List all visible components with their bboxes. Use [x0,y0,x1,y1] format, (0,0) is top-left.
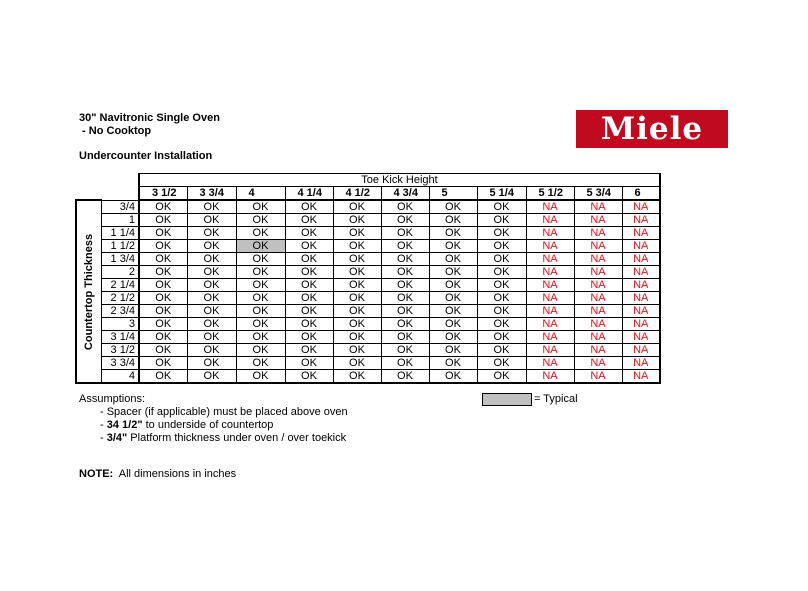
table-cell: OK [381,344,429,357]
column-group-header-row [76,174,660,187]
table-cell: OK [477,318,526,331]
table-cell: OK [236,370,285,384]
title-line-1: 30" Navitronic Single Oven [79,112,220,124]
row-label: 2 1/2 [101,292,139,305]
table-cell: OK [139,279,187,292]
toe-kick-height-header: Toe Kick Height [139,174,660,187]
table-cell: OK [236,227,285,240]
table-cell: OK [139,214,187,227]
table-cell: OK [187,305,236,318]
table-cell: OK [236,305,285,318]
countertop-thickness-label: Countertop Thickness [82,233,95,350]
row-label: 1 1/4 [101,227,139,240]
table-cell: OK [333,331,381,344]
table-cell: NA [526,305,574,318]
row-label: 1 3/4 [101,253,139,266]
table-cell: NA [526,331,574,344]
table-cell: NA [622,292,660,305]
table-cell: NA [574,370,622,384]
table-cell: OK [333,227,381,240]
table-cell: NA [526,344,574,357]
table-cell: OK [285,344,333,357]
assumption-1: - Spacer (if applicable) must be placed above oven [100,406,348,418]
table-cell: NA [574,227,622,240]
table-cell: NA [622,331,660,344]
table-cell: OK [139,227,187,240]
assumption-3-prefix: - [100,432,107,444]
table-cell: OK [187,370,236,384]
row-label: 2 1/4 [101,279,139,292]
table-cell: OK [236,357,285,370]
table-cell: NA [574,331,622,344]
column-header: 4 1/2 [333,187,381,201]
table-cell: NA [574,305,622,318]
column-header: 5 [429,187,477,201]
compatibility-table [75,173,661,384]
table-cell: OK [187,292,236,305]
corner-cell [101,174,139,187]
row-label: 3 1/2 [101,344,139,357]
table-cell: OK [236,292,285,305]
table-cell: OK [429,305,477,318]
column-header: 5 3/4 [574,187,622,201]
table-cell: OK [139,200,187,214]
row-label: 4 [101,370,139,384]
table-cell: OK [429,279,477,292]
table-cell: OK [333,253,381,266]
table-cell: NA [574,253,622,266]
table-cell: OK [285,305,333,318]
table-row [76,331,660,344]
row-label: 2 3/4 [101,305,139,318]
table-row [76,370,660,384]
table-cell: OK [477,305,526,318]
table-cell: OK [285,318,333,331]
table-cell: OK [285,240,333,253]
section-title: Undercounter Installation [79,150,213,162]
table-cell: NA [622,370,660,384]
typical-legend-label: = Typical [534,393,578,405]
assumption-3-text: Platform thickness under oven / over toekick [127,432,347,444]
table-cell: OK [381,318,429,331]
table-cell: OK [285,357,333,370]
column-header-row [76,187,660,201]
table-cell: OK [333,344,381,357]
table-cell: NA [574,357,622,370]
table-row [76,266,660,279]
table-cell: OK [236,344,285,357]
table-cell: NA [622,240,660,253]
table-cell: OK [381,292,429,305]
table-cell: OK [429,357,477,370]
table-cell: NA [574,292,622,305]
table-cell: OK [285,370,333,384]
table-cell: OK [477,292,526,305]
table-cell: OK [381,266,429,279]
note-label: NOTE: [79,468,114,480]
table-cell: OK [236,318,285,331]
corner-cell [76,174,101,187]
table-cell: OK [139,344,187,357]
table-cell: OK [139,240,187,253]
column-header: 6 [622,187,660,201]
table-cell: OK [333,279,381,292]
corner-cell [76,187,101,201]
table-cell: OK [429,344,477,357]
table-cell: OK [333,266,381,279]
table-cell: OK [381,214,429,227]
table-cell: OK [187,240,236,253]
table-cell: NA [622,200,660,214]
table-cell: OK [429,370,477,384]
row-label: 3 [101,318,139,331]
table-cell: OK [477,344,526,357]
table-cell: OK [187,227,236,240]
table-row [76,357,660,370]
table-cell: OK [333,240,381,253]
table-row [76,305,660,318]
logo-text: Miele [600,111,704,147]
title-line-2: - No Cooktop [79,125,152,137]
table-cell: OK [139,305,187,318]
table-cell: OK [429,253,477,266]
typical-legend-swatch [482,393,532,406]
table-row [76,344,660,357]
table-cell: NA [526,266,574,279]
table-cell: OK [285,253,333,266]
table-cell: OK [139,266,187,279]
table-cell: OK [381,240,429,253]
table-row [76,279,660,292]
table-cell: OK [236,331,285,344]
column-header: 5 1/2 [526,187,574,201]
assumption-2-text: to underside of countertop [142,419,274,431]
table-cell: OK [477,279,526,292]
column-header: 3 1/2 [139,187,187,201]
table-cell: OK [187,344,236,357]
table-body [76,200,660,383]
table-cell: OK [139,357,187,370]
table-cell: OK [477,357,526,370]
table-cell: OK [381,370,429,384]
table-cell: OK [139,370,187,384]
assumption-3-value: 3/4" [106,432,128,444]
assumptions-heading: Assumptions: [79,393,146,405]
table-cell: NA [622,357,660,370]
table-cell: OK [236,279,285,292]
note-text: All dimensions in inches [113,468,237,480]
miele-logo [576,110,728,148]
table-cell: NA [526,279,574,292]
table-cell: OK [236,253,285,266]
table-cell: OK [285,200,333,214]
column-header: 4 [236,187,285,201]
table-cell: OK [477,200,526,214]
table-cell: OK [429,200,477,214]
table-cell: NA [622,253,660,266]
row-label: 3 1/4 [101,331,139,344]
row-label: 3 3/4 [101,357,139,370]
table-cell: OK [187,253,236,266]
table-cell: NA [526,253,574,266]
table-cell: NA [526,214,574,227]
row-label: 2 [101,266,139,279]
table-cell: OK [333,318,381,331]
table-cell: NA [526,292,574,305]
table-cell: NA [526,200,574,214]
table-cell: OK [477,240,526,253]
table-cell: OK [477,253,526,266]
table-cell: NA [622,266,660,279]
table-cell: OK [477,266,526,279]
table-cell: NA [622,318,660,331]
table-row [76,292,660,305]
table-cell: OK [139,331,187,344]
table-cell: OK [477,370,526,384]
row-label: 1 [101,214,139,227]
column-header: 4 3/4 [381,187,429,201]
assumption-2-value: 34 1/2" [106,419,143,431]
table-cell: OK [333,370,381,384]
table-cell: OK [333,214,381,227]
table-cell: OK [477,331,526,344]
table-cell: NA [574,214,622,227]
table-cell: NA [622,214,660,227]
row-label: 1 1/2 [101,240,139,253]
table-cell: OK [429,292,477,305]
table-cell: OK [187,279,236,292]
table-cell: OK [333,357,381,370]
table-cell: NA [574,240,622,253]
table-cell: OK [381,200,429,214]
countertop-thickness-header [76,200,101,383]
table-cell: OK [285,279,333,292]
table-row [76,227,660,240]
table-cell: OK [381,279,429,292]
assumption-2-prefix: - [100,419,107,431]
table-cell: NA [574,318,622,331]
table-cell: NA [526,357,574,370]
assumption-3 [100,432,346,445]
table-cell: OK [381,253,429,266]
table-cell: OK [381,357,429,370]
assumption-2 [100,419,273,432]
table-cell: NA [526,318,574,331]
table-cell: OK [187,331,236,344]
table-cell: OK [187,318,236,331]
table-cell: OK [236,214,285,227]
table-cell: OK [333,305,381,318]
table-cell: OK [187,200,236,214]
table-cell: NA [574,200,622,214]
table-cell: OK [429,240,477,253]
table-cell: OK [477,227,526,240]
table-cell: OK [333,200,381,214]
corner-cell [101,187,139,201]
table-cell: NA [622,279,660,292]
table-cell: OK [187,266,236,279]
table-cell: OK [187,214,236,227]
row-label: 3/4 [101,200,139,214]
note [79,468,236,481]
table-cell: OK [285,266,333,279]
table-cell: OK [236,266,285,279]
table-row [76,240,660,253]
table-cell: OK [429,214,477,227]
table-cell: NA [622,227,660,240]
column-header: 4 1/4 [285,187,333,201]
table-cell: NA [574,266,622,279]
table-cell: OK [381,331,429,344]
table-row [76,200,660,214]
table-cell: OK [429,227,477,240]
table-cell: OK [285,227,333,240]
table-cell: OK [285,331,333,344]
table-cell: NA [526,227,574,240]
table-cell: OK [429,331,477,344]
table-cell: NA [622,305,660,318]
table-row [76,318,660,331]
table-cell: NA [526,370,574,384]
table-cell: NA [574,279,622,292]
table-cell: OK [236,240,285,253]
table-cell: OK [429,318,477,331]
table-cell: OK [187,357,236,370]
table-cell: OK [285,292,333,305]
table-cell: NA [622,344,660,357]
table-cell: OK [477,214,526,227]
table-cell: OK [236,200,285,214]
column-header: 3 3/4 [187,187,236,201]
table-cell: OK [139,292,187,305]
table-cell: OK [429,266,477,279]
table-row [76,214,660,227]
table-cell: OK [381,227,429,240]
table-cell: OK [285,214,333,227]
table-cell: OK [381,305,429,318]
table-cell: OK [333,292,381,305]
table-cell: OK [139,253,187,266]
table-row [76,253,660,266]
column-header: 5 1/4 [477,187,526,201]
table-cell: NA [574,344,622,357]
table-cell: NA [526,240,574,253]
table-cell: OK [139,318,187,331]
